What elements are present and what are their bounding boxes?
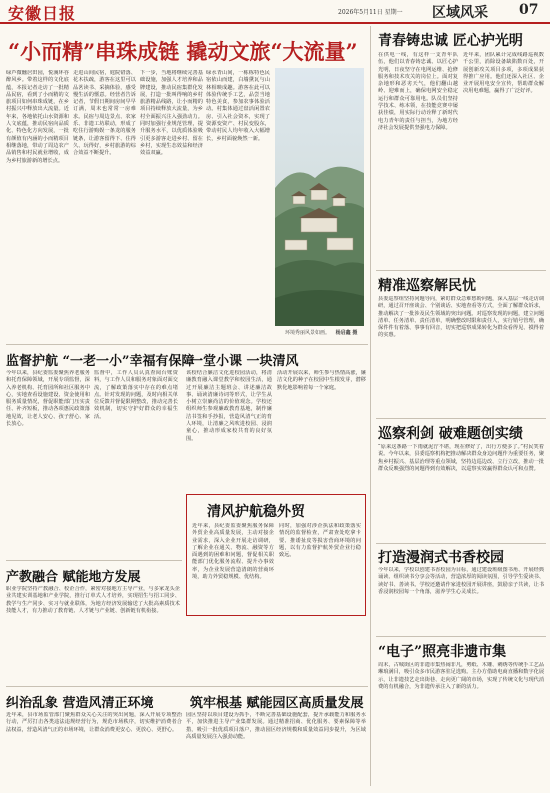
lead-photo-caption bbox=[285, 329, 370, 336]
photo-credit-text: 杨启鑫 摄 bbox=[335, 330, 358, 336]
photo-caption-text: 环境秀丽风景如画。 bbox=[285, 330, 331, 336]
issue-date: 2026年5月11日 星期一 bbox=[338, 9, 403, 16]
lead-headline: “小而精”串珠成链 撬动文旅“大流量” bbox=[8, 39, 358, 64]
lead-photo bbox=[275, 68, 364, 326]
newspaper-logo: 安徽日报 bbox=[8, 4, 77, 23]
elder-child-col-2: 监督中，工作人员认真查阅台账资料，与工作人员和服务对象面对面交流，了解政策落实中存在的难点堵点。针对发现的问题，及时向相关单位反馈并督促限期整改，推动完善长效机制，切实守护好群众的幸福生活。 bbox=[94, 370, 178, 420]
divider-left-2 bbox=[6, 560, 182, 561]
headline-inspection-sword: 巡察利剑 破难题创实绩 bbox=[378, 426, 523, 442]
lead-col-4: 绿水青山间，一栋栋特色民宿依山而建，白墙黛瓦与山林相映成趣。游客在此可以体验传统手工艺，品尝当地特色美食，参加农事体验活动。村集体通过盘活闲置农房、引入社会资本，实现了资源变资产、村民变股东，带动村民人均年收入大幅增长，乡村面貌焕然一新。 bbox=[206, 70, 270, 142]
lead-col-1: 绿芦微醺居田园，悦溪环谷醉风乡。带着这样的文化底蕴，本报记者走访了一批精品民宿，看到了小而精的文旅项目如何串珠成链，在乡村振兴中释放出大流量。近年来，各地依托山水资源和人文底蕴，推动民宿向品质化、特色化方向发展，一批有颜值有内涵的小而精项目相继落地，带动了周边农产品销售和村民就业增收，成为乡村旅游新的增长点。 bbox=[6, 70, 69, 164]
trade-col-1: 近年来，县纪委监委聚焦服务保障外贸企业高质量发展，主动对接企业需求，深入企业开展走访调研，了解企业在通关、物流、融资等方面遇到的困难和问题，督促相关职能部门优化服务流程、提升办事效率，为企业发展营造清朗的营商环境，助力外贸稳规模、优结构。 bbox=[192, 523, 274, 581]
divider-left-3 bbox=[6, 686, 368, 687]
book-campus-body: 今年以来，学校以创建书香校园为目标，通过建设班级图书角、开展经典诵读、组织读书分享会等活动，营造浓厚的阅读氛围，引导学生爱读书、读好书、善读书。学校还邀请作家进校园开展讲座，鼓励亲子共读，让书香浸润校园每一个角落，滋养学生心灵成长。 bbox=[378, 567, 544, 595]
lead-col-2: 走进山间民宿，庭院错落、花木扶疏，游客在这里可以品茗读书、采摘体验，感受慢生活的惬意。经营者告诉记者，节假日期间房间早早订满，周末也常常一房难求。民宿与周边景点、农家乐、非遗工坊联动，形成了吃住行游购娱一条龙的服务链条，让游客留得下、住得久、玩得好，乡村旅游的综合效益不断提升。 bbox=[73, 70, 136, 157]
page-number: 07 bbox=[519, 2, 539, 18]
headline-park: 筑牢根基 赋能园区高质量发展 bbox=[190, 696, 364, 711]
inspection-sword-body: “原来这条路一下雨就泥泞不堪，现在修好了，出行方便多了。”村民笑着说。今年以来，县委巡察机构把推动解决群众身边问题作为重要任务，聚焦乡村振兴、基层治理等重点领域，坚持边巡边改、立行立改，推动一批群众反映强烈的问题得到有效解决，以巡察实效赢得群众认可和点赞。 bbox=[378, 444, 544, 472]
headline-small-lesson: 一堂小课 一块清风 bbox=[190, 354, 299, 369]
column-divider bbox=[370, 26, 371, 786]
youth-grid-col-1: 在供电一线，有这样一支青年队伍，他们以青春铸忠诚、以匠心护光明，日夜坚守在电网运维、抢修服务和技术攻关的岗位上。面对复杂地形和恶劣天气，他们翻山越岭、迎难而上，确保电网安全稳定运行和群众可靠用电。队员们坚持学技术、练本领，在技能竞赛中屡获佳绩，用实际行动诠释了新时代电力青年的责任与担当，为地方经济社会发展提供坚强电力保障。 bbox=[378, 52, 458, 131]
temple-photo-graphic bbox=[275, 68, 364, 326]
headline-market-order: 纠治乱象 营造风清正环境 bbox=[6, 696, 154, 711]
divider-right-4 bbox=[376, 636, 546, 637]
park-body: 园区坚持以项目建设为抓手，不断完善基础设施配套，提升承载能力和服务水平，加快推进主导产业集群发展。通过精准招商、优化服务、要素保障等举措，吸引一批优质项目落户，推动园区经济规模和质量效益同步提升，为区域高质量发展注入强劲动能。 bbox=[186, 712, 366, 740]
divider-right-1 bbox=[376, 270, 546, 271]
heritage-market-body: 周末，古城街区的非遗市集热闹非凡，剪纸、木雕、刺绣等传统手工艺品琳琅满目，吸引众多市民游客驻足选购。主办方借助电商直播和数字化展示，让非遗技艺走出街巷、走向更广阔的市场，实现了传统文化与现代消费的有机融合，为非遗传承注入了新的活力。 bbox=[378, 662, 544, 690]
market-order-body: 近年来，县市场监管部门聚焦群众关心关注的突出问题，深入开展专项整治行动，严厉打击各类违法违规经营行为，规范市场秩序，切实维护消费者合法权益，营造风清气正的市场环境，让群众消费更安心、更放心、更舒心。 bbox=[6, 712, 182, 733]
headline-book-campus: 打造漫润式书香校园 bbox=[378, 550, 504, 566]
divider-right-2 bbox=[376, 418, 546, 419]
small-lesson-col-2: 活动开展以来，师生参与热情高涨，廉洁文化的种子在校园中生根发芽，潜移默化地影响着每一个家庭。 bbox=[277, 370, 366, 391]
divider-left-1 bbox=[6, 344, 368, 345]
youth-grid-col-2: 近年来，团队累计完成线路巡视数千公里，消除设备缺陷数百处，开展创新攻关项目多项，多项成果获得推广应用。他们还深入社区、企业开展用电安全宣传，帮助群众解决用电难题，赢得了广泛好评。 bbox=[463, 52, 544, 95]
industry-edu-body: 职业学院坚持产教融合、校企合作，紧密对接地方主导产业，与多家龙头企业共建实训基地和产业学院，推行订单式人才培养，实现招生与招工同步、教学与生产同步、实习与就业联体，为地方经济发展输送了大批高素质技术技能人才，有力推动了教育链、人才链与产业链、创新链有机衔接。 bbox=[6, 586, 180, 614]
headline-trade: 清风护航稳外贸 bbox=[207, 504, 305, 520]
headline-youth-grid: 青春铸忠诚 匠心护光明 bbox=[378, 33, 523, 49]
small-lesson-col-1: 该校结合廉洁文化进校园活动，将清廉教育融入课堂教学和校园生活，通过开展廉洁主题班会、讲述廉洁故事、诵读清廉诗词等形式，让学生从小树立崇廉尚洁的价值观念。学校还组织师生参观廉政教育基地，制作廉洁书签和手抄报，营造风清气正的育人环境，让清廉之风吹进校园、浸润童心，推动形成家校共育的良好氛围。 bbox=[186, 370, 272, 442]
trade-col-2: 同时，加强对涉企执法和政策落实情况的监督检查，严肃查处吃拿卡要、推诿扯皮等损害营商环境的问题，以有力监督护航外贸企业行稳致远。 bbox=[279, 523, 361, 559]
masthead bbox=[0, 0, 550, 24]
headline-inspection: 精准巡察解民忧 bbox=[378, 278, 476, 294]
inspection-body: 县委巡察组坚持问题导向，紧盯群众急难愁盼问题，深入基层一线走访调研，通过召开座谈会、个别谈话、实地查看等方式，全面了解群众诉求，推动解决了一批涉及民生领域的突出问题。对巡察发现的问题，建立问题清单、任务清单、责任清单，明确整改时限和责任人，实行销号管理，确保件件有着落、事事有回音，切实把巡察成果转化为群众看得见、摸得着的实惠。 bbox=[378, 296, 544, 339]
headline-heritage-market: “电子”照亮非遗市集 bbox=[378, 644, 507, 660]
divider-right-3 bbox=[376, 543, 546, 544]
elder-child-col-1: 今年以来，县纪委监委聚焦养老服务和托育保障领域，开展专项监督，深入养老机构、托育园所和社区服务中心，实地查看设施建设、资金使用和服务质量情况，督促职能部门压实责任、补齐短板，推动各项惠民政策落地见效，让老人安心、孩子舒心、家长放心。 bbox=[6, 370, 90, 428]
headline-industry-edu: 产教融合 赋能地方发展 bbox=[6, 570, 141, 585]
section-title: 区域风采 bbox=[432, 5, 488, 21]
headline-elder-child: 监督护航 “一老一小”幸福有保障 bbox=[6, 354, 195, 369]
lead-col-3: 下一步，当地将继续完善基础设施，加强人才培养和品牌建设，推动民宿集群化发展，打造一批叫得响的乡村旅游精品线路，让小而精的项目持续释放大流量，为乡村全面振兴注入强劲动力。同时加强行业规范管理，提升服务水平，以优质体验吸引更多游客走进乡村、留在乡村，实现生态效益和经济效益双赢。 bbox=[140, 70, 203, 157]
boxed-article-trade bbox=[186, 494, 366, 616]
